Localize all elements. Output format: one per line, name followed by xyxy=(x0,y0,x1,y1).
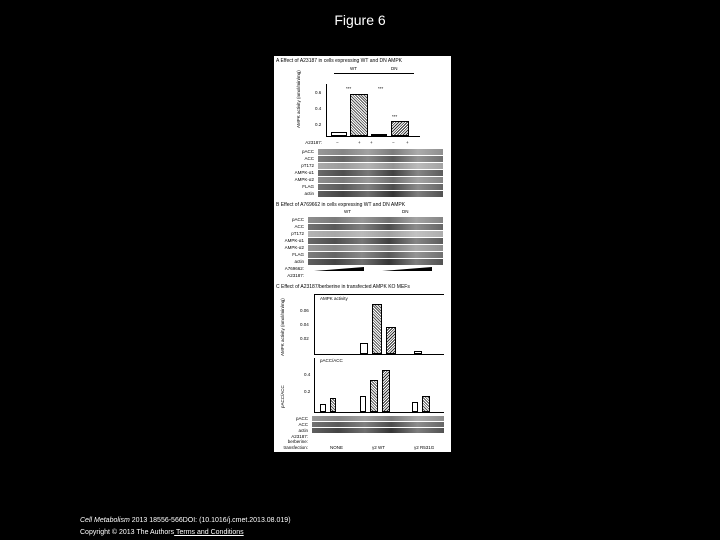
panel-c-chart1-yaxis xyxy=(314,294,315,354)
panel-c-title: C Effect of A23187/berberine in transfected AMPK KO MEFs xyxy=(276,284,410,290)
panel-a-group-line xyxy=(334,73,414,74)
panel-a-blot-label: AMPK-α2 xyxy=(294,177,314,182)
panel-c-blot-label: ACC xyxy=(298,422,308,427)
panel-c-chart2-bar xyxy=(382,370,390,412)
panel-c-chart2-bar xyxy=(370,380,378,412)
panel-b-dose-wedge xyxy=(314,267,364,271)
panel-a-blot-label: pT172 xyxy=(301,163,314,168)
panel-c-blot-label: actin xyxy=(298,428,308,433)
panel-a-mark: + xyxy=(358,140,361,145)
panel-a-blot-label: FLAG xyxy=(302,184,314,189)
panel-b-blot-label: actin xyxy=(294,259,304,264)
panel-b-treat1: A769662: xyxy=(284,266,304,271)
panel-c-chart2-bar xyxy=(422,396,430,412)
panel-b-dose-wedge xyxy=(382,267,432,271)
panel-a-blot-label: AMPK-α1 xyxy=(294,170,314,175)
panel-c-chart1-bar xyxy=(414,351,422,354)
panel-c-group: γ2 WT xyxy=(372,445,385,450)
panel-b-title: B Effect of A769662 in cells expressing WT and DN AMPK xyxy=(276,202,406,208)
panel-c-blot-label: pACC xyxy=(295,416,308,421)
panel-c-blot xyxy=(312,422,444,427)
panel-c-chart1-bar xyxy=(360,343,368,354)
panel-c-chart1-xaxis xyxy=(314,354,444,355)
panel-a-bar xyxy=(391,121,409,136)
panel-b-treat2: A23187: xyxy=(287,273,304,278)
panel-a-blot xyxy=(318,191,443,197)
panel-a-group-dn: DN xyxy=(391,66,398,71)
panel-a-blot xyxy=(318,163,443,169)
panel-a-group-wt: WT xyxy=(350,66,357,71)
panel-a-tick: 0.2 xyxy=(315,122,322,127)
panel-b-blot xyxy=(308,259,443,265)
panel-c-treat2: berberine: xyxy=(287,439,308,444)
panel-b-blot-label: FLAG xyxy=(292,252,304,257)
terms-link[interactable]: Terms and Conditions xyxy=(174,529,244,536)
panel-c-chart2-yaxis xyxy=(314,358,315,412)
panel-b-group-wt: WT xyxy=(344,209,351,214)
panel-b-blot-label: pT172 xyxy=(291,231,304,236)
panel-a-sig: *** xyxy=(392,114,398,119)
panel-a-blot xyxy=(318,184,443,190)
panel-c-chart2-bar xyxy=(330,398,336,412)
panel-a-tick: 0.6 xyxy=(315,90,322,95)
panel-a-sig: *** xyxy=(346,86,352,91)
panel-a-mark: − xyxy=(392,140,395,145)
citation-journal: Cell Metabolism xyxy=(80,517,130,524)
panel-a-yaxis xyxy=(326,84,327,136)
panel-a-blot-label: ACC xyxy=(304,156,314,161)
panel-b-blot-label: ACC xyxy=(294,224,304,229)
panel-b-group-dn: DN xyxy=(402,209,409,214)
panel-a-sig: *** xyxy=(378,86,384,91)
copyright-line xyxy=(80,529,244,536)
panel-b-blot xyxy=(308,231,443,237)
panel-a-mark: + xyxy=(406,140,409,145)
figure-image xyxy=(274,56,451,452)
panel-b-blot-label: AMPK-α1 xyxy=(284,238,304,243)
panel-b-blot xyxy=(308,238,443,244)
panel-b-blot xyxy=(308,217,443,223)
panel-c-chart2-title: pACC/ACC xyxy=(320,358,343,363)
panel-c-chart1-ylabel: AMPK activity (nmol/min/mg) xyxy=(280,298,285,356)
panel-a-mark: + xyxy=(370,140,373,145)
panel-a-title: A Effect of A23187 in cells expressing WT and DN AMPK xyxy=(276,58,402,64)
citation-details: 2013 18556-566DOI: (10.1016/j.cmet.2013.08.019) xyxy=(129,517,291,524)
panel-c-chart2-tick: 0.2 xyxy=(304,389,311,394)
panel-c-chart1-bar xyxy=(372,304,382,354)
panel-a-bar xyxy=(371,134,387,136)
panel-b-blot-label: pACC xyxy=(291,217,304,222)
panel-a-mark: − xyxy=(336,140,339,145)
panel-c-blot xyxy=(312,428,444,433)
panel-c-blot xyxy=(312,416,444,421)
panel-b-blot-label: AMPK-α2 xyxy=(284,245,304,250)
panel-a-bar xyxy=(331,132,347,136)
panel-a-blot xyxy=(318,156,443,162)
panel-a-treatment-label: A23187: xyxy=(305,140,322,145)
panel-c-chart1-tick: 0.04 xyxy=(300,322,309,327)
panel-c-chart1-tick: 0.06 xyxy=(300,308,309,313)
panel-c-treat1: A23187: xyxy=(291,434,308,439)
panel-b-blot xyxy=(308,252,443,258)
panel-a-blot xyxy=(318,170,443,176)
panel-c-treat3: transfection: xyxy=(283,445,308,450)
panel-c-group: γ2 R531G xyxy=(414,445,435,450)
panel-c-group: NONE xyxy=(330,445,344,450)
panel-a-blot-label: pACC xyxy=(301,149,314,154)
panel-c-chart2-ylabel: pACC/ACC xyxy=(280,385,285,408)
panel-c-chart1-tick: 0.02 xyxy=(300,336,309,341)
panel-b-blot xyxy=(308,245,443,251)
panel-a-blot xyxy=(318,177,443,183)
panel-c-chart2-xaxis xyxy=(314,412,444,413)
panel-a-tick: 0.4 xyxy=(315,106,322,111)
panel-a-blot xyxy=(318,149,443,155)
panel-a-bar xyxy=(350,94,368,136)
panel-c-chart1-bar xyxy=(386,327,396,354)
panel-a-xaxis xyxy=(326,136,420,137)
panel-c-chart1-title: AMPK activity xyxy=(320,296,348,301)
copyright-text: Copyright © 2013 The Authors xyxy=(80,529,175,536)
panel-a-ylabel: AMPK activity (nmol/min/mg) xyxy=(296,70,301,128)
panel-b-blot xyxy=(308,224,443,230)
citation xyxy=(80,517,291,524)
panel-c-chart2-bar xyxy=(320,404,326,412)
panel-c-chart2-bar xyxy=(360,396,366,412)
panel-c-chart2-tick: 0.4 xyxy=(304,372,311,377)
panel-c-chart2-bar xyxy=(412,402,418,412)
panel-a-blot-label: actin xyxy=(304,191,314,196)
panel-c-chart1-frame xyxy=(314,294,444,295)
figure-title: Figure 6 xyxy=(334,12,386,28)
